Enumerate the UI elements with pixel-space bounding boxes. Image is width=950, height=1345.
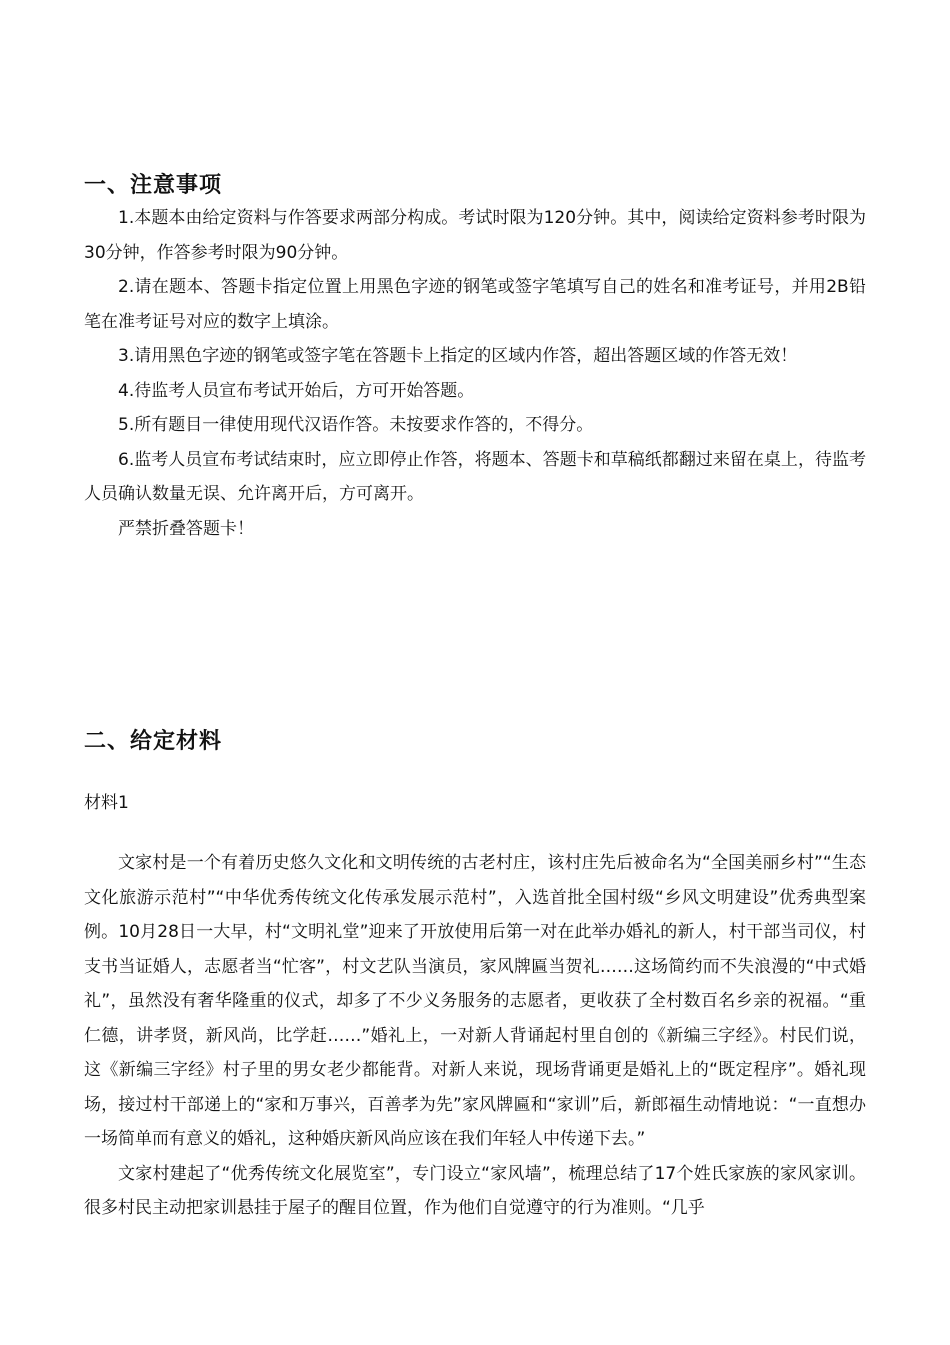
notice-warning: 严禁折叠答题卡！ <box>118 518 254 539</box>
notice-item: 5.所有题目一律使用现代汉语作答。未按要求作答的，不得分。 <box>118 415 594 435</box>
notice-item: 4.待监考人员宣布考试开始后，方可开始答题。 <box>118 380 475 401</box>
notice-item: 6.监考人员宣布考试结束时，应立即停止作答，将题本、答题卡和草稿纸都翻过来留在桌上，待监考人员确认数量无误、允许离开后，方可离开。 <box>84 449 866 504</box>
material-label: 材料1 <box>84 793 129 813</box>
material-paragraph: 文家村是一个有着历史悠久文化和文明传统的古老村庄，该村庄先后被命名为“全国美丽乡村”“生态文化旅游示范村”“中华优秀传统文化传承发展示范村”，入选首批全国村级“乡风文明建设”优秀典型案例。10月28日一大早，村“文明礼堂”迎来了开放使用后第一对在此举办婚礼的新人，村干部当司仪，村支书当证婚人，志愿者当“忙客”，村文艺队当演员，家风牌匾当贺礼……这场简约而不失浪漫的“中式婚礼”，虽然没有奢华隆重的仪式，却多了不少义务服务的志愿者，更收获了全村数百名乡亲的祝福。“重仁德，讲孝贤，新风尚，比学赶……”婚礼上，一对新人背诵起村里自创的《新编三字经》。村民们说，这《新编三字经》村子里的男女老少都能背。对新人来说，现场背诵更是婚礼上的“既定程序”。婚礼现场，接过村干部递上的“家和万事兴，百善孝为先”家风牌匾和“家训”后，新郎福生动情地说：“一直想办一场简单而有意义的婚礼，这种婚庆新风尚应该在我们年轻人中传递下去。” <box>84 853 866 1149</box>
notice-item: 1.本题本由给定资料与作答要求两部分构成。考试时限为120分钟。其中，阅读给定资料参考时限为30分钟，作答参考时限为90分钟。 <box>84 208 866 263</box>
section-heading-notices: 一、注意事项 <box>84 172 223 198</box>
material-paragraph: 文家村建起了“优秀传统文化展览室”，专门设立“家风墙”，梳理总结了17个姓氏家族的家风家训。很多村民主动把家训悬挂于屋子的醒目位置，作为他们自觉遵守的行为准则。“几乎 <box>84 1163 866 1218</box>
material-text <box>84 846 866 1226</box>
notice-item: 2.请在题本、答题卡指定位置上用黑色字迹的钢笔或签字笔填写自己的姓名和准考证号，并用2B铅笔在准考证号对应的数字上填涂。 <box>84 277 866 332</box>
notice-item: 3.请用黑色字迹的钢笔或签字笔在答题卡上指定的区域内作答，超出答题区域的作答无效！ <box>118 346 798 366</box>
section-heading-materials: 二、给定材料 <box>84 728 223 754</box>
notice-list <box>84 201 866 546</box>
